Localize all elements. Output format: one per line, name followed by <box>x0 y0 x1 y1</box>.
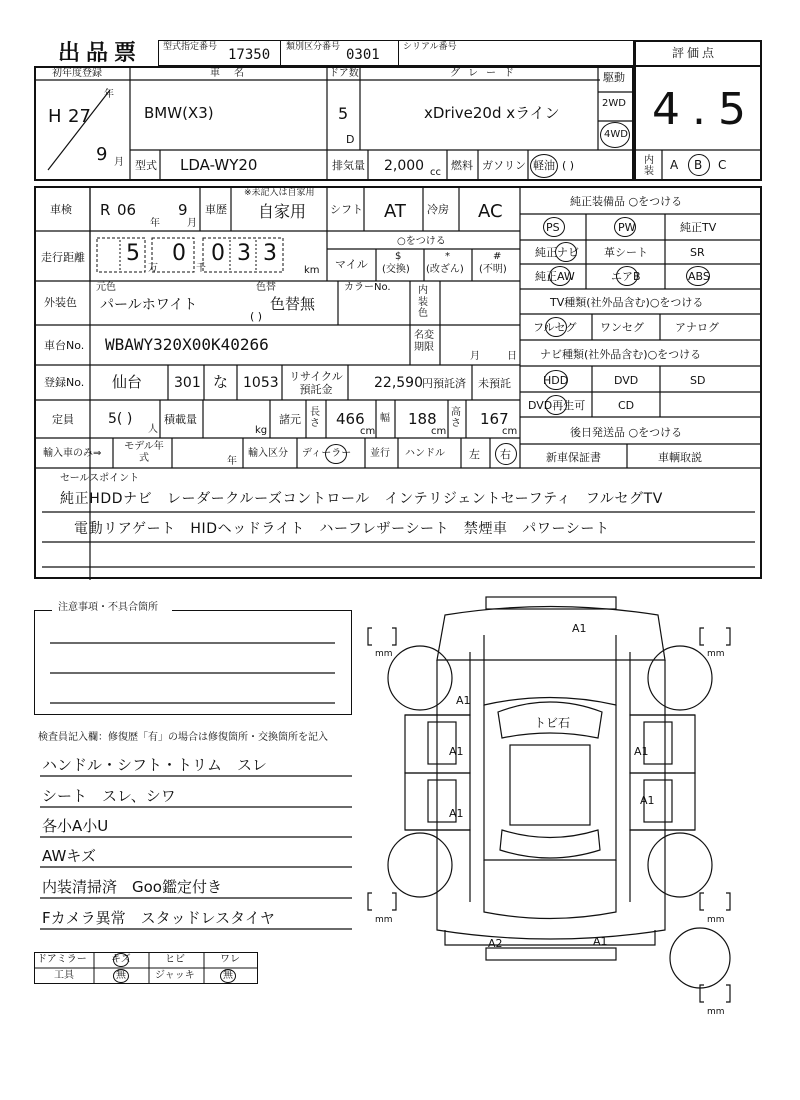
tire-unit-fl: mm <box>375 649 393 659</box>
capacity-unit: 人 <box>148 424 158 435</box>
equip-aw: 純正AW <box>535 270 575 283</box>
mileage-unit: km <box>304 265 320 276</box>
mileage-unknown: (不明) <box>479 264 507 275</box>
import-type-label: 輸入区分 <box>248 448 288 459</box>
drive-4wd: 4WD <box>604 129 628 140</box>
model-cert-label: 型式指定番号 <box>163 42 218 52</box>
ac-value: AC <box>478 201 503 222</box>
height-label: 高さ <box>451 407 461 429</box>
handle-label: ハンドル <box>405 448 445 459</box>
repaint-paren: ( ) <box>250 310 263 323</box>
model-year-unit: 年 <box>227 456 237 467</box>
navi-cd: CD <box>618 399 635 412</box>
model-label: 型式 <box>135 159 157 172</box>
sales-line-1: 純正HDDナビ レーダークルーズコントロール インテリジェントセーフティ フルセグTV <box>60 491 663 507</box>
ac-label: 冷房 <box>427 203 449 216</box>
mileage-sen: 千 <box>196 263 206 274</box>
equip-tv: 純正TV <box>680 221 717 234</box>
tire-unit-fr: mm <box>707 649 725 659</box>
mileage-digit-2: 0 <box>172 241 186 266</box>
fuel-other: ( ) <box>562 159 575 172</box>
car-name-value: BMW(X3) <box>144 104 214 122</box>
sales-label: セールスポイント <box>60 473 140 484</box>
note-line-5: 内装清掃済 Goo鑑定付き <box>42 878 222 896</box>
shift-value: AT <box>384 201 406 222</box>
mileage-exchange-sym: $ <box>395 251 402 262</box>
note-line-4: AWキズ <box>42 847 96 865</box>
doors-suffix: D <box>346 133 355 146</box>
mark-rear-bumper-b: A1 <box>593 935 608 948</box>
inspection-year-unit: 年 <box>150 218 160 229</box>
first-reg-year: 27 <box>68 106 91 127</box>
mileage-tamper-sym: * <box>445 251 450 262</box>
mark-front-bumper: A1 <box>572 622 587 635</box>
jack-label: ジャッキ <box>155 970 195 981</box>
inspection-label: 車検 <box>50 203 72 216</box>
name-change-label: 名変期限 <box>414 330 434 353</box>
width-value: 188 <box>408 410 437 428</box>
fuel-label: 燃料 <box>451 159 473 172</box>
recycle-label: リサイクル預託金 <box>289 370 343 397</box>
drive-2wd: 2WD <box>602 98 626 109</box>
doors-label: ドア数 <box>329 68 359 79</box>
reg-label: 登録No. <box>44 376 85 389</box>
inspection-month: 9 <box>178 201 188 219</box>
equip-ps: PS <box>546 221 560 234</box>
first-reg-month-unit: 月 <box>114 157 124 168</box>
mirror-label: ドアミラー <box>37 954 87 965</box>
import-parallel: 並行 <box>370 448 390 459</box>
grade-label: グレード <box>450 68 522 79</box>
import-label: 輸入車のみ⇒ <box>43 448 102 459</box>
later-manual: 車輌取説 <box>658 451 702 464</box>
import-dealer: ディーラー <box>302 448 352 459</box>
shift-label: シフト <box>330 203 363 216</box>
interior-label: 内装 <box>644 155 654 177</box>
navi-dvd: DVD <box>614 374 639 387</box>
history-value: 自家用 <box>258 202 307 221</box>
category-value: 0301 <box>346 47 380 63</box>
score-label: 評価点 <box>672 46 718 60</box>
form-title: 出品票 <box>58 41 143 66</box>
car-name-label: 車名 <box>210 68 258 79</box>
later-header: 後日発送品 ○をつける <box>570 426 683 439</box>
first-reg-month: 9 <box>96 144 108 165</box>
reg-kana: な <box>213 373 229 391</box>
tire-unit-spare: mm <box>707 1007 725 1017</box>
dims-label: 諸元 <box>279 413 301 426</box>
tv-analog: アナログ <box>675 321 719 334</box>
model-cert-value: 17350 <box>228 47 271 63</box>
mark-left-rear-door: A1 <box>449 807 464 820</box>
load-label: 積載量 <box>164 413 197 426</box>
inspector-label: 検査員記入欄：修復歴「有」の場合は修復箇所・交換箇所を記入 <box>38 732 328 743</box>
mileage-digit-3: 0 <box>211 241 225 266</box>
fuel-diesel: 軽油 <box>533 159 555 172</box>
tire-unit-rl: mm <box>375 915 393 925</box>
inspection-month-unit: 月 <box>187 218 197 229</box>
mileage-attach-note: ○をつける <box>397 236 446 247</box>
length-label: 長さ <box>310 407 320 429</box>
sales-line-2: 電動リアゲート HIDヘッドライト ハーフレザーシート 禁煙車 パワーシート <box>74 521 610 537</box>
fuel-gasoline: ガソリン <box>482 159 526 172</box>
orig-color-label: 元色 <box>96 282 116 293</box>
length-unit: cm <box>360 426 376 437</box>
recycle-unpaid: 未預託 <box>478 377 511 390</box>
color-label: 外装色 <box>44 296 77 309</box>
model-value: LDA-WY20 <box>180 156 258 174</box>
name-change-day: 日 <box>507 351 517 362</box>
navi-dvd-play: DVD再生可 <box>528 399 586 412</box>
later-warranty: 新車保証書 <box>546 451 601 464</box>
tool-value: 無 <box>116 970 126 981</box>
first-reg-year-unit: 年 <box>104 89 114 100</box>
mark-left-front-door: A1 <box>449 745 464 758</box>
reg-num: 1053 <box>243 375 279 391</box>
mirror-crack: ヒビ <box>165 954 185 965</box>
repaint-value: 色替無 <box>270 295 316 313</box>
caution-label: 注意事項・不具合箇所 <box>58 602 158 613</box>
mileage-man: 万 <box>148 263 158 274</box>
navi-sd: SD <box>690 374 706 387</box>
length-value: 466 <box>336 410 365 428</box>
tire-unit-rr: mm <box>707 915 725 925</box>
handle-right: 右 <box>500 448 511 461</box>
reg-area: 仙台 <box>112 373 143 391</box>
model-year-label: モデル年式 <box>124 441 164 464</box>
color-no-label: カラーNo. <box>344 282 391 293</box>
width-unit: cm <box>431 426 447 437</box>
tool-label: 工具 <box>54 970 74 981</box>
height-unit: cm <box>502 426 518 437</box>
capacity-label: 定員 <box>52 413 74 426</box>
inspection-era: R <box>100 201 111 219</box>
drive-label: 駆動 <box>603 71 625 84</box>
mileage-tamper: (改ざん) <box>426 264 464 275</box>
note-line-3: 各小A小U <box>42 817 109 835</box>
equipment-header: 純正装備品 ○をつける <box>570 195 683 208</box>
displacement-value: 2,000 <box>384 158 425 174</box>
mirror-break: ワレ <box>220 954 240 965</box>
recycle-status: 円預託済 <box>422 377 466 390</box>
tv-fullseg: フルセグ <box>533 321 577 334</box>
height-value: 167 <box>480 410 509 428</box>
width-label: 幅 <box>380 413 390 424</box>
note-line-2: シート スレ、シワ <box>42 787 176 805</box>
mileage-digit-4: 3 <box>237 241 251 266</box>
mileage-exchange: (交換) <box>382 264 410 275</box>
doors-value: 5 <box>338 104 349 123</box>
capacity-value: 5( ) <box>108 411 133 427</box>
mark-rear-bumper-a: A2 <box>488 937 503 950</box>
equip-sr: SR <box>690 246 705 259</box>
navi-header: ナビ種類(社外品含む)○をつける <box>540 348 702 361</box>
score-value: 4.5 <box>652 84 758 135</box>
mark-roof: トビ石 <box>534 716 571 730</box>
history-note: ※未記入は自家用 <box>244 188 315 198</box>
first-reg-era: H <box>48 106 62 127</box>
mirror-scratch: キズ <box>111 954 131 965</box>
orig-color-value: パールホワイト <box>100 297 198 313</box>
reg-class: 301 <box>174 375 201 391</box>
note-line-1: ハンドル・シフト・トリム スレ <box>42 756 268 774</box>
grade-value: xDrive20d xライン <box>424 104 560 122</box>
inspection-year: 06 <box>117 201 137 219</box>
mileage-digit-5: 3 <box>263 241 277 266</box>
equip-navi: 純正ナビ <box>535 246 579 259</box>
equip-pw: PW <box>618 221 636 234</box>
first-reg-label: 初年度登録 <box>52 68 102 79</box>
equip-abs: ABS <box>688 270 710 283</box>
mileage-unknown-sym: # <box>493 251 502 262</box>
repaint-label: 色替 <box>256 282 276 293</box>
load-unit: kg <box>255 425 268 436</box>
name-change-month: 月 <box>470 351 480 362</box>
interior-b: B <box>694 158 703 172</box>
interior-color-label: 内装色 <box>418 285 428 319</box>
chassis-label: 車台No. <box>44 339 85 352</box>
interior-c: C <box>718 158 727 172</box>
tv-header: TV種類(社外品含む)○をつける <box>550 296 704 309</box>
handle-left: 左 <box>469 448 480 461</box>
mark-hood: A1 <box>456 694 471 707</box>
recycle-value: 22,590 <box>374 375 423 391</box>
serial-label: シリアル番号 <box>403 42 457 52</box>
note-line-6: Fカメラ異常 スタッドレスタイヤ <box>42 909 275 927</box>
mileage-digit-1: 5 <box>126 241 140 266</box>
jack-value: 無 <box>223 970 233 981</box>
equip-airbag: エアB <box>611 270 641 283</box>
mileage-mile: マイル <box>335 258 368 271</box>
interior-a: A <box>670 158 679 172</box>
displacement-label: 排気量 <box>332 159 365 172</box>
equip-leather: 革シート <box>604 246 648 259</box>
mileage-label: 走行距離 <box>41 251 85 264</box>
mark-right-front-door: A1 <box>634 745 649 758</box>
chassis-value: WBAWY320X00K40266 <box>105 335 269 354</box>
history-label: 車歴 <box>205 203 227 216</box>
category-label: 類別区分番号 <box>286 42 341 52</box>
mark-right-rear-door: A1 <box>640 794 655 807</box>
tv-oneseg: ワンセグ <box>600 321 644 334</box>
navi-hdd: HDD <box>543 374 569 387</box>
displacement-unit: cc <box>430 167 441 178</box>
